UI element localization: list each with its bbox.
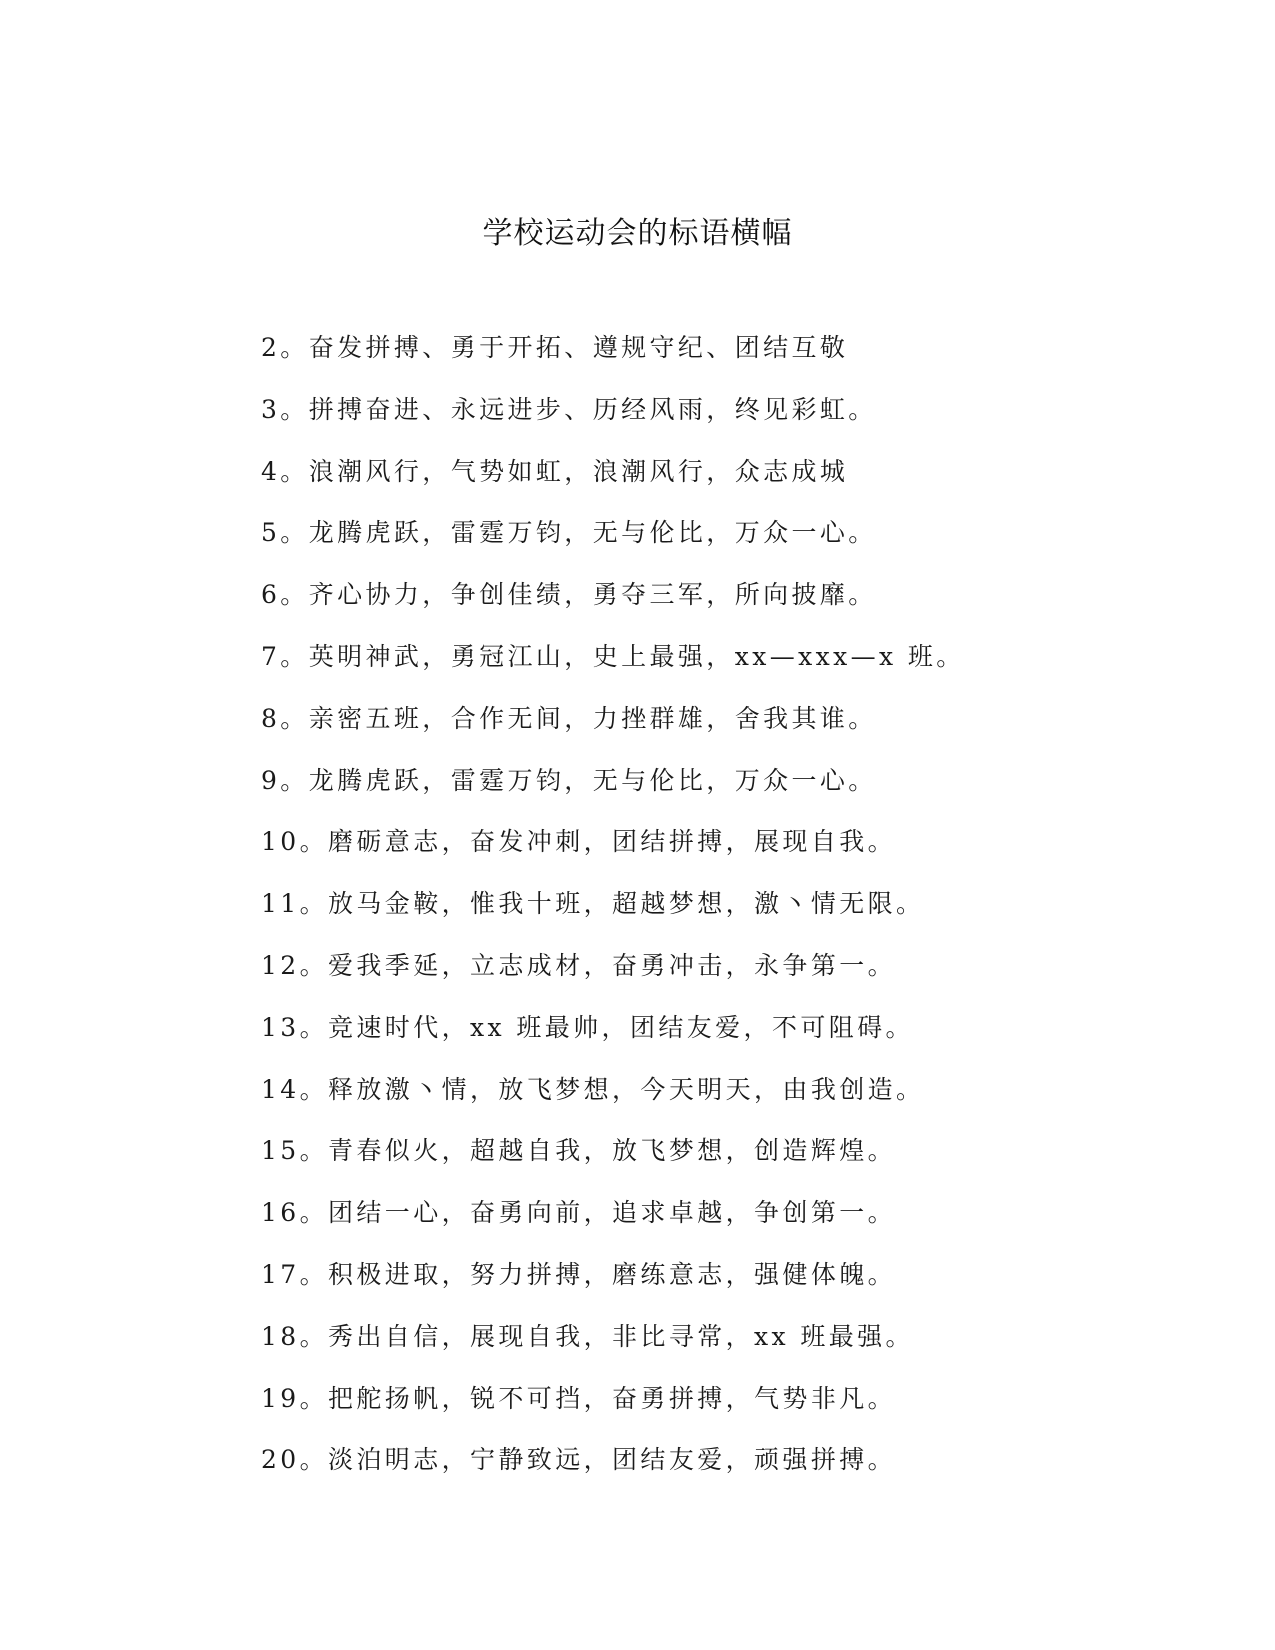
slogan-item: 17。积极进取，努力拼搏，磨练意志，强健体魄。 [261, 1259, 897, 1289]
slogan-item: 2。奋发拼搏、勇于开拓、遵规守纪、团结互敬 [261, 333, 849, 362]
slogan-item: 7。英明神武，勇冠江山，史上最强，xx—xxx—x 班。 [261, 641, 965, 671]
slogan-list [261, 332, 965, 1506]
slogan-item: 14。释放激丶情，放飞梦想，今天明天，由我创造。 [261, 1074, 925, 1104]
slogan-item: 15。青春似火，超越自我，放飞梦想，创造辉煌。 [261, 1136, 897, 1166]
slogan-item: 11。放马金鞍，惟我十班，超越梦想，激丶情无限。 [261, 889, 925, 919]
slogan-item: 3。拼搏奋进、永远进步、历经风雨，终见彩虹。 [261, 394, 877, 424]
slogan-item: 10。磨砺意志，奋发冲刺，团结拼搏，展现自我。 [261, 827, 897, 857]
slogan-item: 19。把舵扬帆，锐不可挡，奋勇拼搏，气势非凡。 [261, 1383, 897, 1413]
document-title: 学校运动会的标语横幅 [482, 216, 793, 251]
slogan-item: 4。浪潮风行，气势如虹，浪潮风行，众志成城 [261, 456, 849, 486]
slogan-item: 18。秀出自信，展现自我，非比寻常，xx 班最强。 [261, 1321, 914, 1351]
slogan-item: 6。齐心协力，争创佳绩，勇夺三军，所向披靡。 [261, 580, 877, 610]
slogan-item: 12。爱我季延，立志成材，奋勇冲击，永争第一。 [261, 950, 897, 980]
slogan-item: 16。团结一心，奋勇向前，追求卓越，争创第一。 [261, 1198, 897, 1228]
slogan-item: 5。龙腾虎跃，雷霆万钧，无与伦比，万众一心。 [261, 518, 877, 548]
slogan-item: 9。龙腾虎跃，雷霆万钧，无与伦比，万众一心。 [261, 765, 877, 795]
slogan-item: 8。亲密五班，合作无间，力挫群雄，舍我其谁。 [261, 703, 877, 733]
slogan-item: 13。竞速时代，xx 班最帅，团结友爱，不可阻碍。 [261, 1012, 914, 1042]
slogan-item: 20。淡泊明志，宁静致远，团结友爱，顽强拼搏。 [261, 1445, 897, 1475]
